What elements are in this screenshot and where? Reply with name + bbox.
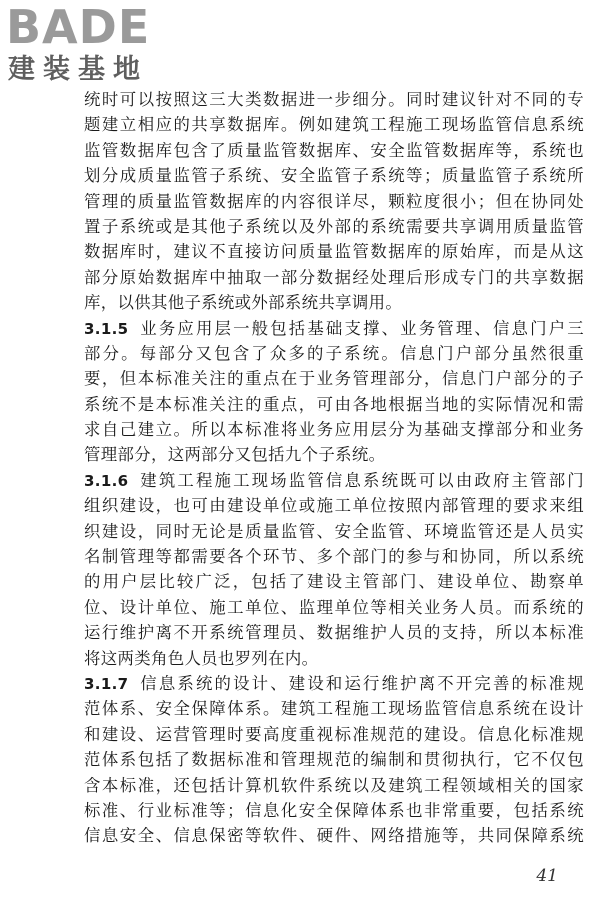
text-line <box>84 87 584 112</box>
logo-subtitle: 建装基地 <box>8 54 148 85</box>
text-line <box>84 569 584 594</box>
text-line <box>84 646 584 671</box>
text-line <box>84 747 584 772</box>
text-line <box>84 696 584 721</box>
line-text: 管理部分，这两部分又包括九个子系统。 <box>84 445 386 465</box>
text-line <box>84 290 584 315</box>
text-line <box>84 671 584 696</box>
text-line <box>84 189 584 214</box>
text-line <box>84 773 584 798</box>
line-text: 管理的质量监管数据库的内容很详尽，颗粒度很小；但在协同处 <box>84 191 584 211</box>
text-line <box>84 620 584 645</box>
section-number: 3.1.7 <box>84 674 129 693</box>
text-line <box>84 442 584 467</box>
text-line <box>84 468 584 493</box>
line-text: 求自己建立。所以本标准将业务应用层分为基础支撑部分和业务 <box>84 420 584 440</box>
logo-wordmark: BADE <box>6 0 151 54</box>
document-body <box>84 87 584 849</box>
text-line <box>84 798 584 823</box>
text-line <box>84 417 584 442</box>
text-line <box>84 163 584 188</box>
text-line <box>84 341 584 366</box>
page-number: 41 <box>536 866 558 886</box>
line-text: 业务应用层一般包括基础支撑、业务管理、信息门户三 <box>138 318 584 338</box>
text-line <box>84 214 584 239</box>
line-text: 统时可以按照这三大类数据进一步细分。同时建议针对不同的专 <box>84 90 584 109</box>
line-text: 要，但本标准关注的重点在于业务管理部分，信息门户部分的子 <box>84 369 584 389</box>
line-text: 标准、行业标准等；信息化安全保障体系也非常重要，包括系统 <box>84 800 584 820</box>
line-text: 将这两类角色人员也罗列在内。 <box>84 648 319 668</box>
line-text: 和建设、运营管理时要高度重视标准规范的建设。信息化标准规 <box>84 724 584 744</box>
text-line <box>84 392 584 417</box>
line-text: 含本标准，还包括计算机软件系统以及建筑工程领域相关的国家 <box>84 775 584 795</box>
line-text: 范体系包括了数据标准和管理规范的编制和贯彻执行，它不仅包 <box>84 750 584 770</box>
line-text: 位、设计单位、施工单位、监理单位等相关业务人员。而系统的 <box>84 597 584 617</box>
line-text: 划分成质量监管子系统、安全监管子系统等；质量监管子系统所 <box>84 166 584 186</box>
line-text: 名制管理等都需要各个环节、多个部门的参与和协同，所以系统 <box>84 547 584 567</box>
text-line <box>84 112 584 137</box>
line-text: 范体系、安全保障体系。建筑工程施工现场监管信息系统在设计 <box>84 699 584 719</box>
text-line <box>84 544 584 569</box>
line-text: 系统不是本标准关注的重点，可由各地根据当地的实际情况和需 <box>84 394 584 414</box>
line-text: 数据库时，建议不直接访问质量监管数据库的原始库，而是从这 <box>84 242 584 262</box>
text-line <box>84 493 584 518</box>
text-line <box>84 265 584 290</box>
line-text: 置子系统或是其他子系统以及外部的系统需要共享调用质量监管 <box>84 216 584 236</box>
text-line <box>84 823 584 848</box>
line-text: 库，以供其他子系统或外部系统共享调用。 <box>84 293 403 313</box>
section-number: 3.1.5 <box>84 319 129 338</box>
text-line <box>84 519 584 544</box>
line-text: 信息系统的设计、建设和运行维护离不开完善的标准规 <box>138 673 584 693</box>
bade-logo <box>6 2 176 90</box>
text-line <box>84 239 584 264</box>
text-line <box>84 316 584 341</box>
text-line <box>84 595 584 620</box>
line-text: 部分。每部分又包含了众多的子系统。信息门户部分虽然很重 <box>84 343 584 363</box>
line-text: 监管数据库包含了质量监管数据库、安全监管数据库等，系统也 <box>84 140 584 160</box>
line-text: 部分原始数据库中抽取一部分数据经处理后形成专门的共享数据 <box>84 267 584 287</box>
line-text: 的用户层比较广泛，包括了建设主管部门、建设单位、勘察单 <box>84 572 584 592</box>
line-text: 织建设，同时无论是质量监管、安全监管、环境监管还是人员实 <box>84 521 584 541</box>
line-text: 运行维护离不开系统管理员、数据维护人员的支持，所以本标准 <box>84 623 584 643</box>
line-text: 组织建设，也可由建设单位或施工单位按照内部管理的要求来组 <box>84 496 584 516</box>
line-text: 题建立相应的共享数据库。例如建筑工程施工现场监管信息系统 <box>84 115 584 135</box>
text-line <box>84 722 584 747</box>
text-line <box>84 138 584 163</box>
section-number: 3.1.6 <box>84 471 129 490</box>
line-text: 信息安全、信息保密等软件、硬件、网络措施等，共同保障系统 <box>84 826 584 846</box>
text-line <box>84 366 584 391</box>
line-text: 建筑工程施工现场监管信息系统既可以由政府主管部门 <box>138 470 584 490</box>
